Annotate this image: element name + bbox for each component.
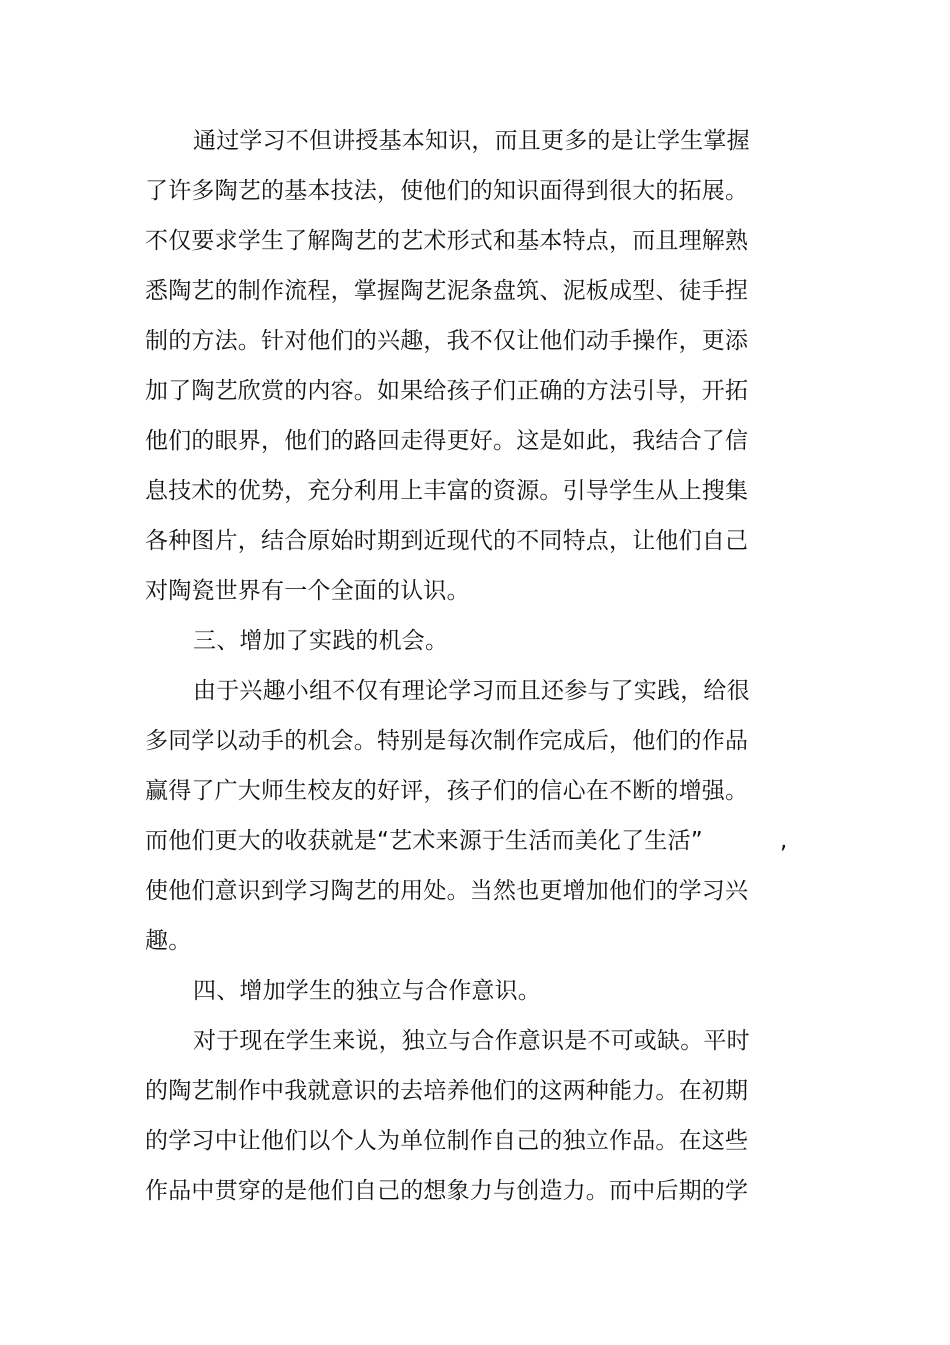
paragraph-line: 由于兴趣小组不仅有理论学习而且还参与了实践，给很 (193, 678, 750, 704)
paragraph-line: 作品中贯穿的是他们自己的想象力与创造力。而中后期的学 (145, 1178, 749, 1204)
paragraph-line: 通过学习不但讲授基本知识，而且更多的是让学生掌握 (193, 128, 750, 154)
paragraph-line: 多同学以动手的机会。特别是每次制作完成后，他们的作品 (145, 728, 749, 754)
section-heading: 三、增加了实践的机会。 (193, 628, 449, 654)
paragraph-line: 不仅要求学生了解陶艺的艺术形式和基本特点，而且理解熟 (145, 228, 749, 254)
paragraph-line: 各种图片，结合原始时期到近现代的不同特点，让他们自己 (145, 528, 749, 554)
paragraph-line: 赢得了广大师生校友的好评，孩子们的信心在不断的增强。 (145, 778, 749, 804)
body-text (145, 116, 765, 1216)
paragraph-line: 的学习中让他们以个人为单位制作自己的独立作品。在这些 (145, 1128, 749, 1154)
paragraph-line: 趣。 (145, 928, 192, 954)
paragraph-line: 对陶瓷世界有一个全面的认识。 (145, 578, 470, 604)
paragraph-line: 了许多陶艺的基本技法，使他们的知识面得到很大的拓展。 (145, 178, 749, 204)
paragraph-line: 的陶艺制作中我就意识的去培养他们的这两种能力。在初期 (145, 1078, 749, 1104)
paragraph-line: 而他们更大的收获就是“艺术来源于生活而美化了生活” (145, 828, 703, 854)
paragraph-line: 制的方法。针对他们的兴趣，我不仅让他们动手操作，更添 (145, 328, 749, 354)
stray-comma: , (780, 828, 788, 854)
paragraph-line: 使他们意识到学习陶艺的用处。当然也更增加他们的学习兴 (145, 878, 749, 904)
section-heading: 四、增加学生的独立与合作意识。 (193, 978, 541, 1004)
paragraph-line: 他们的眼界，他们的路回走得更好。这是如此，我结合了信 (145, 428, 749, 454)
paragraph-line: 息技术的优势，充分利用上丰富的资源。引导学生从上搜集 (145, 478, 749, 504)
paragraph-line: 加了陶艺欣赏的内容。如果给孩子们正确的方法引导，开拓 (145, 378, 749, 404)
paragraph-line: 对于现在学生来说，独立与合作意识是不可或缺。平时 (193, 1028, 750, 1054)
paragraph-line: 悉陶艺的制作流程，掌握陶艺泥条盘筑、泥板成型、徒手捏 (145, 278, 749, 304)
